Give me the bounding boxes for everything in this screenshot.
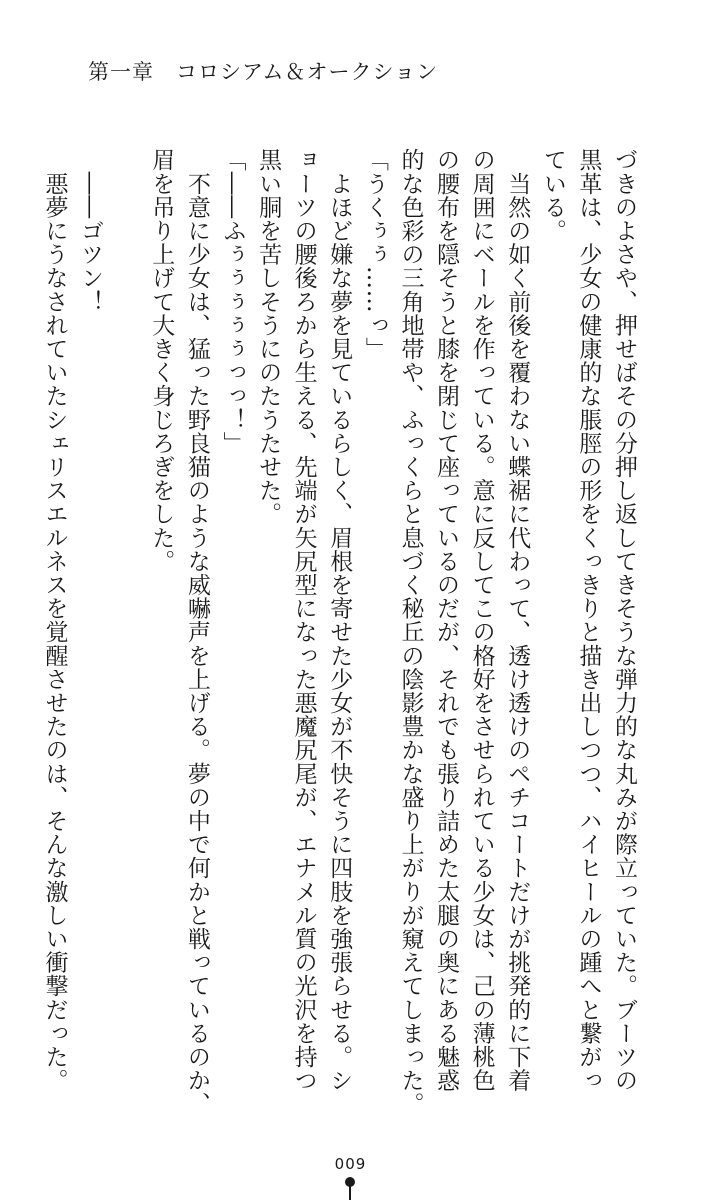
blank-line xyxy=(107,148,143,998)
page-number: 009 xyxy=(334,1155,367,1173)
text-line: 「うくぅぅ……っ」 xyxy=(361,148,388,361)
text-line: 黒い胴を苦しそうにのたうたせた。 xyxy=(255,148,282,526)
text-line: 当然の如く前後を覆わない蝶裾に代わって、透け透けのペチコートだけが挑発的に下着 xyxy=(504,148,531,1092)
text-line: ――ゴツン！ xyxy=(77,148,104,314)
running-head: 第一章 コロシアム＆オークション xyxy=(88,60,439,84)
text-line: 「――ふぅぅぅぅぅっっ！」 xyxy=(219,148,246,455)
page-marker-icon xyxy=(345,1177,355,1187)
text-line: 悪夢にうなされていたシェリスエルネスを覚醒させたのは、そんな激しい衝撃だった。 xyxy=(41,148,68,1092)
text-line: づきのよさや、押せばその分押し返してきそうな弾力的な丸みが際立っていた。ブーツの xyxy=(611,148,637,1092)
text-line: ョーツの腰後ろから生える、先端が矢尻型になった悪魔尻尾が、エナメル質の光沢を持つ xyxy=(290,148,317,1092)
text-line: 不意に少女は、猛った野良猫のような威嚇声を上げる。夢の中で何かと戦っているのか、 xyxy=(183,148,210,1116)
text-line: 眉を吊り上げて大きく身じろぎをした。 xyxy=(148,148,175,573)
text-line: 黒革は、少女の健康的な脹脛の形をくっきりと描き出しつつ、ハイヒールの踵へと繋がっ xyxy=(575,148,602,1092)
text-line: の腰布を隠そうと膝を閉じて座っているのだが、それでも張り詰めた太腿の奥にある魅惑 xyxy=(433,148,460,1092)
text-line: ている。 xyxy=(539,148,566,243)
vertical-body-text xyxy=(36,148,641,1116)
text-line: よほど嫌な夢を見ているらしく、眉根を寄せた少女が不快そうに四肢を強張らせる。シ xyxy=(326,148,353,1092)
text-line: 的な色彩の三角地帯や、ふっくらと息づく秘丘の陰影豊かな盛り上がりが窺えてしまった。 xyxy=(397,148,424,1116)
text-line: の周囲にベールを作っている。意に反してこの格好をさせられている少女は、己の薄桃色 xyxy=(468,148,495,1092)
